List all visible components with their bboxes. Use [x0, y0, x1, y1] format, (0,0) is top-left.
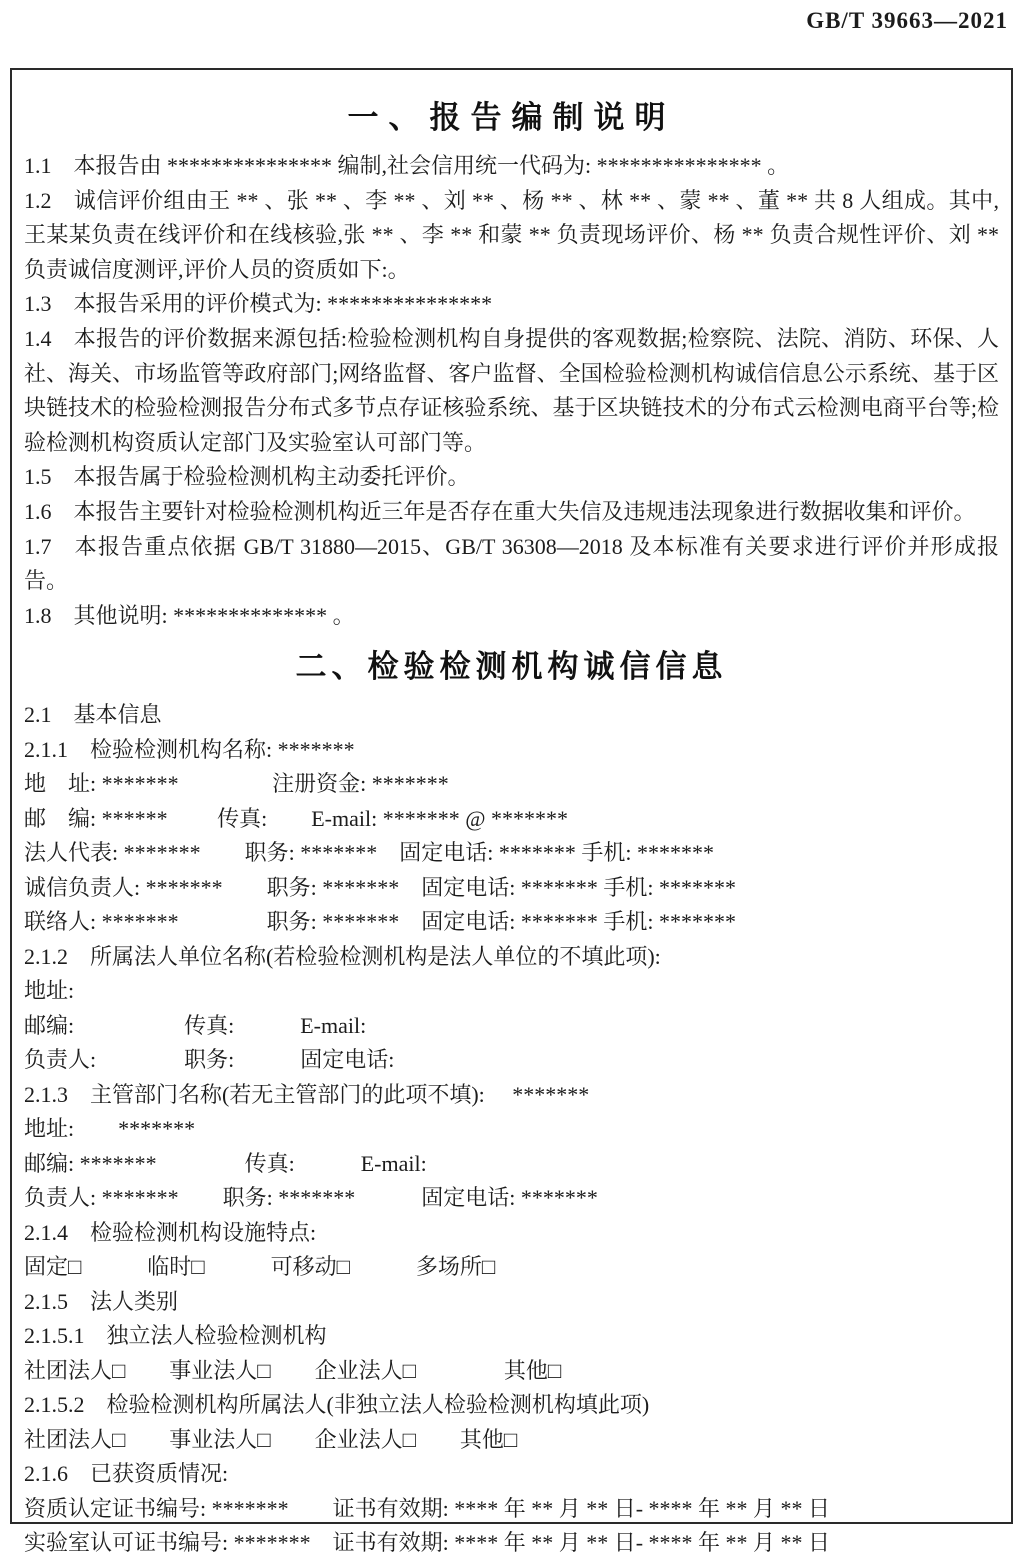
- clause-number: 2.1.3: [24, 1081, 68, 1107]
- clause-number: 1.7: [24, 533, 52, 559]
- clause-number: 1.8: [24, 602, 52, 628]
- clause-number: 2.1.5: [24, 1288, 68, 1314]
- clause-text: 负责人: ******* 职务: ******* 固定电话: *******: [24, 1185, 598, 1211]
- line-parent-address: [24, 974, 999, 1009]
- clause-number: 2.1.5.2: [24, 1392, 85, 1418]
- section2-title: 二、检验检测机构诚信信息: [295, 649, 728, 685]
- clause-text: 实验室认可证书编号: ******* 证书有效期: **** 年 ** 月 ** 日- **** 年 ** 月 ** 日: [24, 1530, 831, 1556]
- line-org-name: [24, 733, 999, 768]
- clause-text: 诚信评价组由王 ** 、张 ** 、李 ** 、刘 ** 、杨 ** 、林 ** 、蒙 ** 、董 ** 共 8 人组成。其中,王某某负责在线评价和在线核验,张 ** 、李 ** 和蒙 ** 负责现场评价、杨 ** 负责合规性评价、刘 ** 负责诚信度测评,评价人员的资质如下:。: [24, 187, 999, 282]
- clause-text: 邮编: 传真: E-mail:: [24, 1012, 367, 1038]
- clause-text: 已获资质情况:: [90, 1461, 229, 1487]
- clause-number: 2.1.4: [24, 1219, 68, 1245]
- para-1-3: [24, 287, 999, 322]
- clause-text: 地址: *******: [24, 1116, 196, 1142]
- line-independent-entity-checkboxes: [24, 1354, 999, 1389]
- line-parent-entity-heading: [24, 940, 999, 975]
- clause-number: 1.4: [24, 325, 52, 351]
- line-authority-officer: [24, 1181, 999, 1216]
- clause-text: 本报告由 *************** 编制,社会信用统一代码为: *************** 。: [73, 153, 790, 178]
- clause-text: 资质认定证书编号: ******* 证书有效期: **** 年 ** 月 ** 日- **** 年 ** 月 ** 日: [24, 1495, 831, 1521]
- clause-number: 1.2: [24, 187, 52, 213]
- clause-text: 诚信负责人: ******* 职务: ******* 固定电话: ******* 手机: *******: [24, 874, 736, 900]
- line-authority-address: [24, 1112, 999, 1147]
- clause-text: 负责人: 职务: 固定电话:: [24, 1047, 395, 1073]
- clause-number: 1.3: [24, 291, 52, 317]
- line-qualifications-heading: [24, 1457, 999, 1492]
- clause-text: 所属法人单位名称(若检验检测机构是法人单位的不填此项):: [90, 943, 661, 969]
- clause-number: 2.1.6: [24, 1461, 68, 1487]
- line-parent-officer: [24, 1043, 999, 1078]
- clause-text: 本报告的评价数据来源包括:检验检测机构自身提供的客观数据;检察院、法院、消防、环保、人社、海关、市场监管等政府部门;网络监督、客户监督、全国检验检测机构诚信信息公示系统、基于区块链技术的检验检测报告分布式多节点存证核验系统、基于区块链技术的分布式云检测电商平台等;检验检测机构资质认定部门及实验室认可部门等。: [24, 325, 999, 455]
- line-facility-heading: [24, 1216, 999, 1251]
- checkbox-options-text: 社团法人□ 事业法人□ 企业法人□ 其他□: [24, 1426, 518, 1452]
- para-1-1: [24, 149, 999, 184]
- standard-code: GB/T 39663—2021: [806, 8, 1008, 33]
- clause-text: 法人代表: ******* 职务: ******* 固定电话: ******* 手机: *******: [24, 840, 714, 866]
- clause-number: 2.1.5.1: [24, 1323, 85, 1349]
- para-1-8: [24, 599, 999, 634]
- clause-text: 邮 编: ****** 传真: E-mail: ******* @ *******: [24, 805, 568, 831]
- line-independent-entity-heading: [24, 1319, 999, 1354]
- para-1-2: [24, 184, 999, 288]
- checkbox-options-text: 社团法人□ 事业法人□ 企业法人□ 其他□: [24, 1357, 562, 1383]
- section1-title: 一、报告编制说明: [347, 100, 676, 135]
- clause-number: 1.6: [24, 498, 52, 524]
- clause-text: 本报告主要针对检验检测机构近三年是否存在重大失信及违规违法现象进行数据收集和评价。: [73, 498, 976, 524]
- clause-number: 1.5: [24, 464, 52, 490]
- clause-text: 地 址: ******* 注册资金: *******: [24, 771, 449, 797]
- para-1-4: [24, 322, 999, 460]
- clause-text: 基本信息: [73, 702, 162, 728]
- line-postcode-fax-email: [24, 802, 999, 837]
- line-cnas-certificate: [24, 1526, 999, 1561]
- line-parent-postcode-fax-email: [24, 1009, 999, 1044]
- line-basic-info-heading: [24, 698, 999, 733]
- line-contact-person: [24, 905, 999, 940]
- clause-text: 地址:: [24, 978, 75, 1004]
- line-integrity-officer: [24, 871, 999, 906]
- clause-number: 1.1: [24, 153, 52, 178]
- line-authority-heading: [24, 1078, 999, 1113]
- line-legal-rep: [24, 836, 999, 871]
- clause-text: 检验检测机构设施特点:: [90, 1219, 317, 1245]
- clause-text: 本报告属于检验检测机构主动委托评价。: [73, 464, 470, 490]
- line-affiliated-entity-checkboxes: [24, 1423, 999, 1458]
- clause-number: 2.1.2: [24, 943, 68, 969]
- clause-text: 检验检测机构所属法人(非独立法人检验检测机构填此项): [106, 1392, 650, 1418]
- document-frame: [10, 68, 1013, 1556]
- clause-number: 2.1: [24, 702, 52, 728]
- clause-text: 其他说明: ************** 。: [73, 602, 355, 628]
- clause-text: 邮编: ******* 传真: E-mail:: [24, 1150, 427, 1176]
- clause-text: 本报告采用的评价模式为: ***************: [73, 291, 493, 317]
- line-authority-postcode-fax-email: [24, 1147, 999, 1182]
- line-legal-type-heading: [24, 1285, 999, 1320]
- line-facility-checkboxes: [24, 1250, 999, 1285]
- line-cma-certificate: [24, 1492, 999, 1527]
- clause-text: 主管部门名称(若无主管部门的此项不填): *******: [90, 1081, 590, 1107]
- para-1-6: [24, 495, 999, 530]
- clause-number: 2.1.1: [24, 736, 68, 762]
- para-1-5: [24, 460, 999, 495]
- clause-text: 法人类别: [90, 1288, 179, 1314]
- checkbox-options-text: 固定□ 临时□ 可移动□ 多场所□: [24, 1254, 496, 1280]
- clause-text: 联络人: ******* 职务: ******* 固定电话: ******* 手机: *******: [24, 909, 736, 935]
- clause-text: 检验检测机构名称: *******: [90, 736, 355, 762]
- clause-text: 独立法人检验检测机构: [106, 1323, 327, 1349]
- line-address-capital: [24, 767, 999, 802]
- clause-text: 本报告重点依据 GB/T 31880—2015、GB/T 36308—2018 及本标准有关要求进行评价并形成报告。: [24, 533, 999, 594]
- line-affiliated-entity-heading: [24, 1388, 999, 1423]
- para-1-7: [24, 530, 999, 599]
